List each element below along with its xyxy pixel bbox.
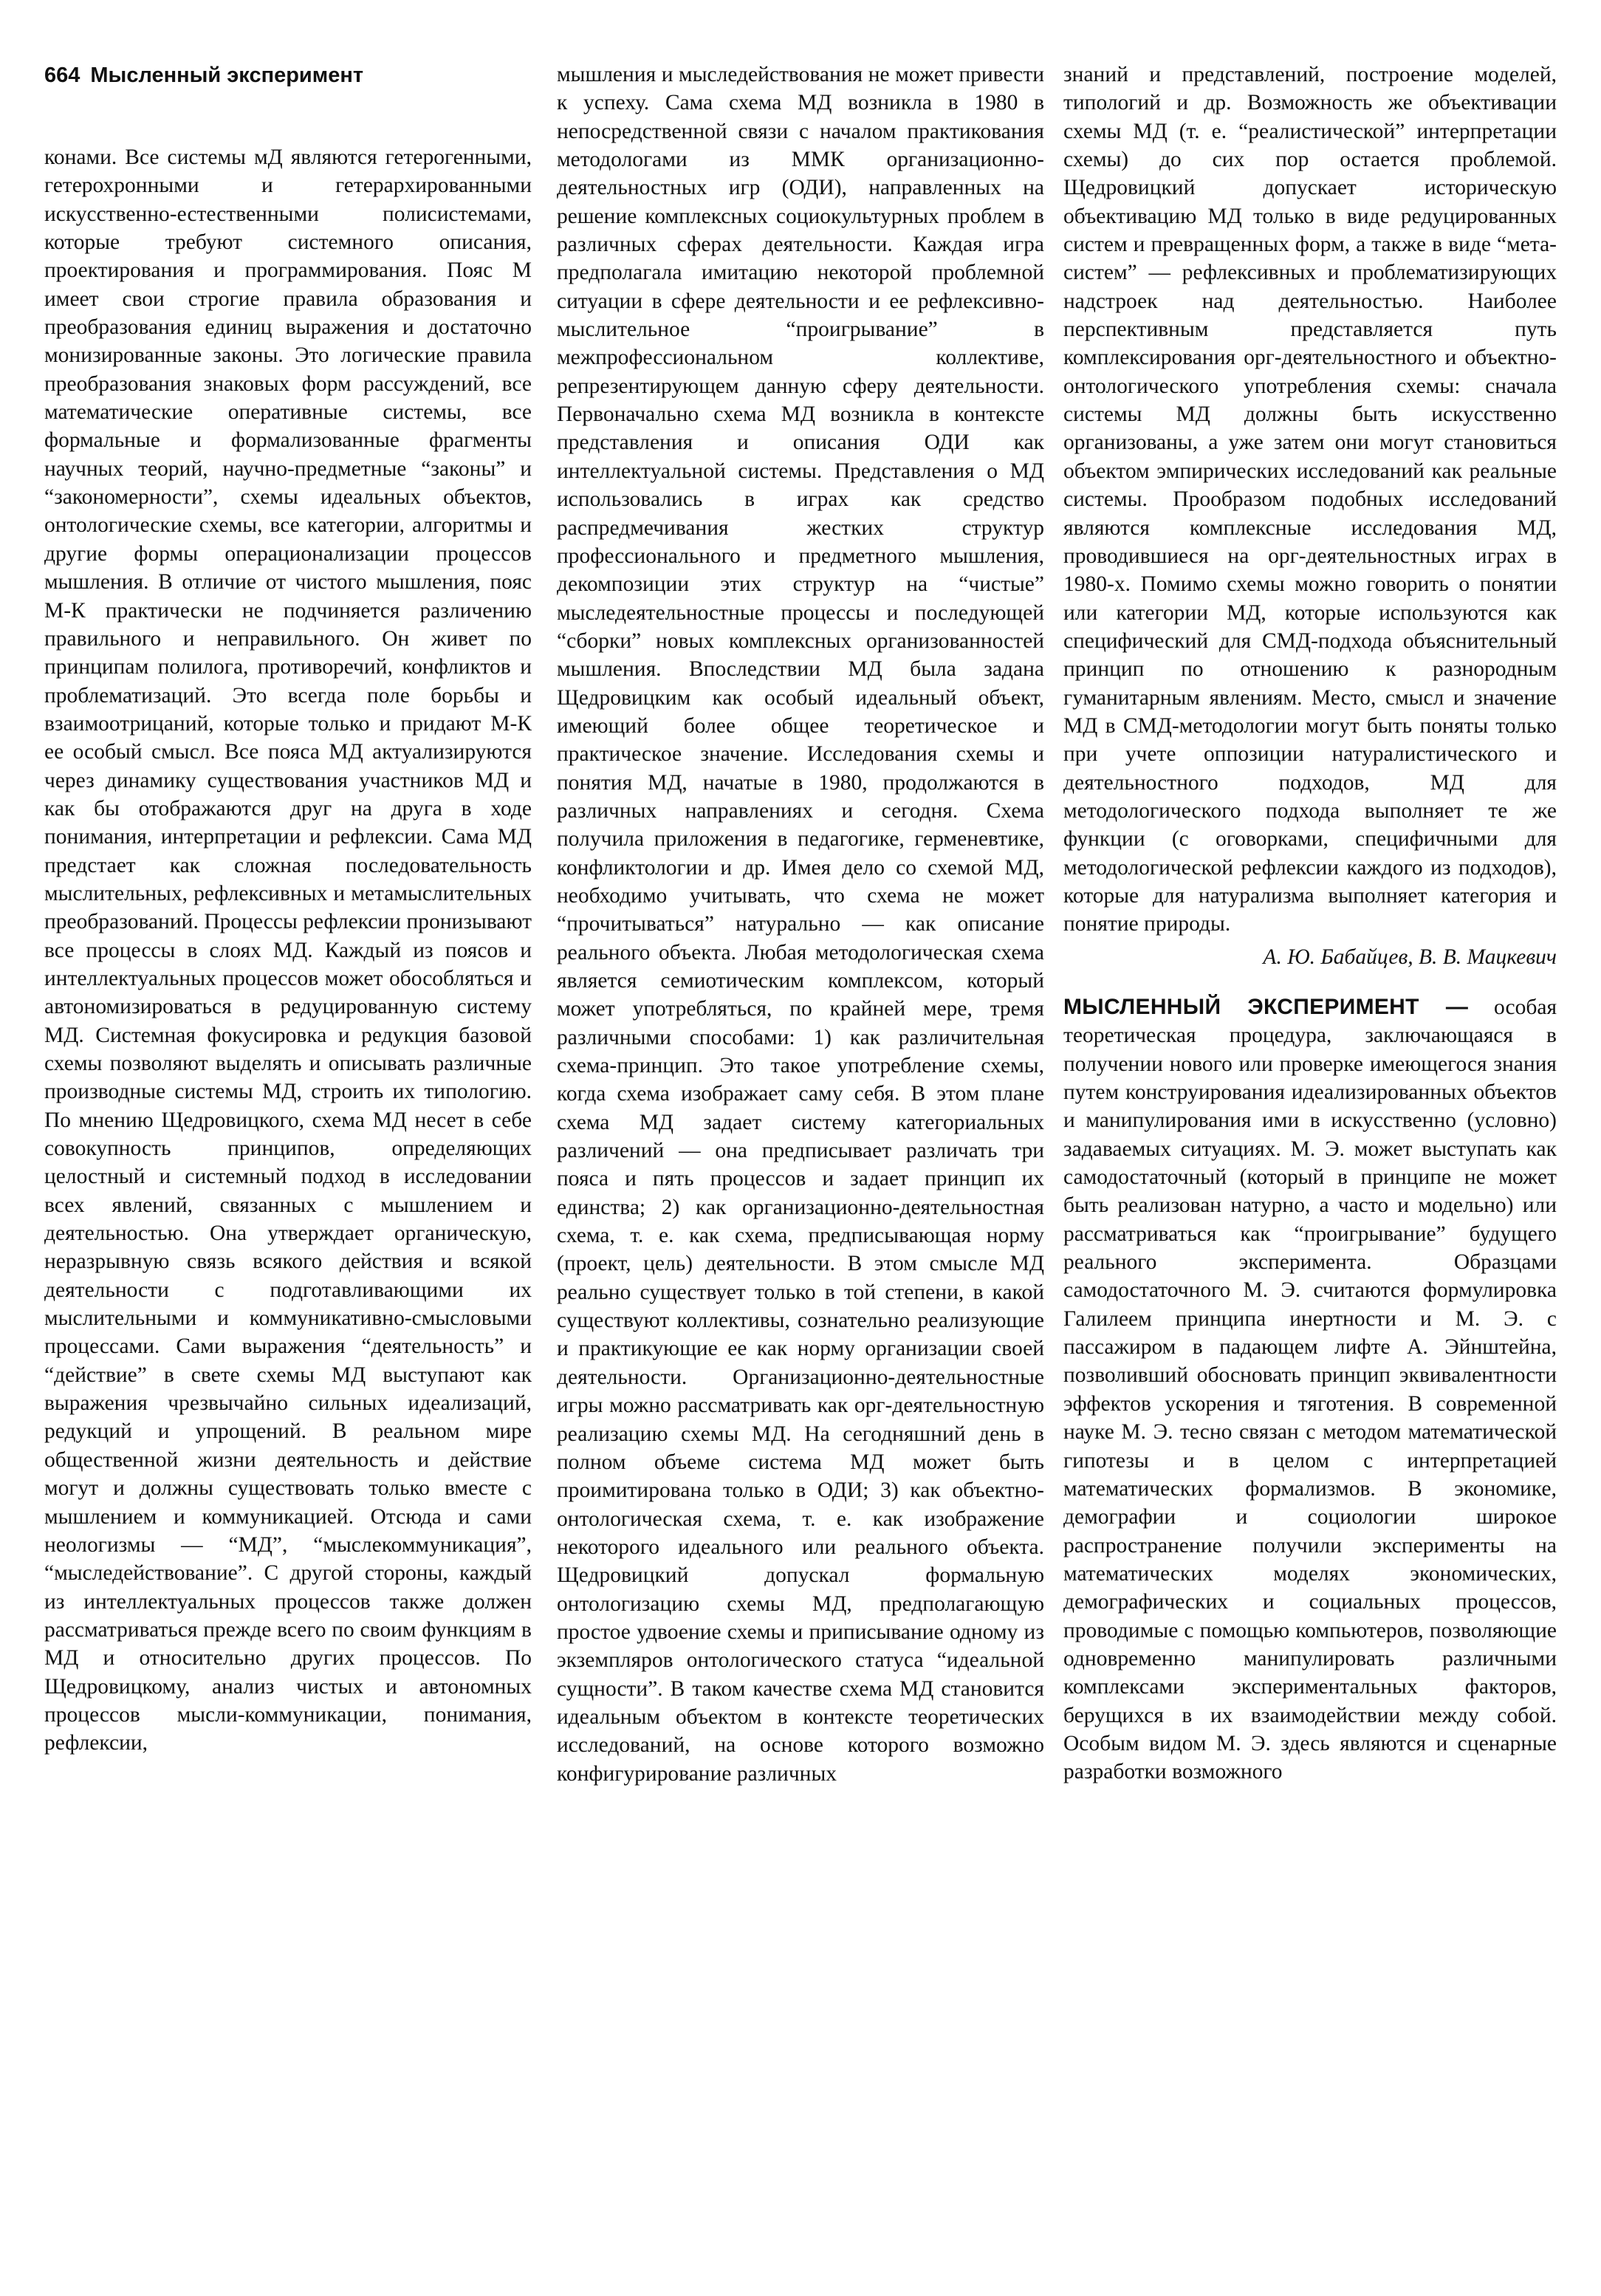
text-column-3: [1063, 61, 1557, 2272]
author-signature: А. Ю. Бабайцев, В. В. Мацкевич: [1263, 945, 1557, 969]
page-header: [44, 61, 517, 90]
entry-body: особая теоретическая процедура, заключающаяся в получении нового или проверке имеющегося знания путем конструирования идеализированных объектов и манипулирования ими в искусственно (условно) задаваемых ситуациях. М. Э. может выступать как самодостаточный (который в принципе не может быть реализован натурно, а часто и модельно) или рассматриваться как “проигрывание” будущего реального эксперимента. Образцами самодостаточного М. Э. считаются формулировка Галилеем принципа инертности и М. Э. с пассажиром в падающем лифте А. Эйнштейна, позволивший обосновать принцип эквивалентности эффектов ускорения и тяготения. В современной науке М. Э. тесно связан с методом математической гипотезы и в целом с интерпретацией математических формализмов. В экономике, демографии и социологии широкое распространение получили эксперименты на математических моделях экономических, демографических и социальных процессов, проводимые с помощью компьютеров, позволяющие одновременно манипулировать различными комплексами экспериментальных факторов, берущихся в их взаимодействии между собой. Особым видом М. Э. здесь являются и сценарные разработки возможного: [1063, 995, 1557, 1784]
paragraph: мышления и мыследействования не может привести к успеху. Сама схема МД возникла в 1980 в непосредственной связи с началом практикования методологами из ММК организационно-деятельностных игр (ОДИ), направленных на решение комплексных социокультурных проблем в различных сферах деятельности. Каждая игра предполагала имитацию некоторой проблемной ситуации в сфере деятельности и ее рефлексивно-мыслительное “проигрывание” в межпрофессиональном коллективе, репрезентирующем данную сферу деятельности. Первоначально схема МД возникла в контексте представления и описания ОДИ как интеллектуальной системы. Представления о МД использовались в играх как средство распредмечивания жестких структур профессионального и предметного мышления, декомпозиции этих структур на “чистые” мыследеятельностные процессы и последующей “сборки” новых комплексных организованностей мышления. Впоследствии МД была задана Щедровицким как особый идеальный объект, имеющий более общее теоретическое и практическое значение. Исследования схемы и понятия МД, начатые в 1980, продолжаются в различных направлениях и сегодня. Схема получила приложения в педагогике, герменевтике, конфликтологии и др. Имея дело со схемой МД, необходимо учитывать, что схема не может “прочитываться” натурально — как описание реального объекта. Любая методологическая схема является семиотическим комплексом, который может употребляться, по крайней мере, тремя различными способами: 1) как различительная схема-принцип. Это такое употребление схемы, когда схема изображает саму себя. В этом плане схема МД задает систему категориальных различений — она предписывает различать три пояса и пять процессов и задает принцип их единства; 2) как организационно-деятельностная схема, т. е. как схема, предписывающая норму (проект, цель) деятельности. В этом смысле МД реально существует только в той степени, в какой существуют коллективы, сознательно реализующие и практикующие ее как норму организации своей деятельности. Организационно-деятельностные игры можно рассматривать как орг-деятельностную реализацию схемы МД. На сегодняшний день в полном объеме система МД может быть проимитирована только в ОДИ; 3) как объектно-онтологическая схема, т. е. как изображение некоторого идеального или реального объекта. Щедровицкий допускал формальную онтологизацию схемы МД, предполагающую простое удвоение схемы и приписывание одному из экземпляров онтологического статуса “идеальной сущности”. В таком качестве схема МД становится идеальным объектом в контексте теоретических исследований, на основе которого возможно конфигурирование различных: [557, 63, 1044, 1786]
paragraph: знаний и представлений, построение моделей, типологий и др. Возможность же объективации схемы МД (т. е. “реалистической” интерпретации схемы) до сих пор остается проблемой. Щедровицкий допускает историческую объективацию МД только в виде редуцированных систем и превращенных форм, а также в виде “мета-систем” — рефлексивных и проблематизирующих надстроек над деятельностью. Наиболее перспективным представляется путь комплексирования орг-деятельностного и объектно-онтологического употребления схемы: сначала системы МД должны быть искусственно организованы, а уже затем они могут становиться объектом эмпирических исследований как реальные системы. Прообразом подобных исследований являются комплексные исследования МД, проводившиеся на орг-деятельностных играх в 1980-х. Помимо схемы можно говорить о понятии или категории МД, которые используются как специфический для СМД-подхода объяснительный принцип по отношению к разнородным гуманитарным явлениям. Место, смысл и значение МД в СМД-методологии могут быть поняты только при учете оппозиции натуралистического и деятельностного подходов, МД для методологического подхода выполняет те же функции (с оговорками, специфичными для методологической рефлексии каждого из подходов), которые для натурализма выполняет категория и понятие природы.: [1063, 63, 1557, 936]
paragraph: конами. Все системы мД являются гетерогенными, гетерохронными и гетерархированными искусственно-естественными полисистемами, которые требуют системного описания, проектирования и программирования. Пояс М имеет свои строгие правила образования и преобразования единиц выражения и достаточно монизированные законы. Это логические правила преобразования знаковых форм рассуждений, все математические оперативные системы, все формальные и формализованные фрагменты научных теорий, научно-предметные “законы” и “закономерности”, схемы идеальных объектов, онтологические схемы, все категории, алгоритмы и другие формы операционализации процессов мышления. В отличие от чистого мышления, пояс М-К практически не подчиняется различению правильного и неправильного. Он живет по принципам полилога, противоречий, конфликтов и проблематизаций. Это всегда поле борьбы и взаимоотрицаний, которые только и придают М-К ее особый смысл. Все пояса МД актуализируются через динамику существования участников МД и как бы отображаются друг на друга в ходе понимания, интерпретации и рефлексии. Сама МД предстает как сложная последовательность мыслительных, рефлексивных и метамыслительных преобразований. Процессы рефлексии пронизывают все процессы в слоях МД. Каждый из поясов и интеллектуальных процессов может обособляться и автономизироваться в редуцированную систему МД. Системная фокусировка и редукция базовой схемы позволяют выделять и описывать различные производные системы МД, строить их типологию. По мнению Щедровицкого, схема МД несет в себе совокупность принципов, определяющих целостный и системный подход в исследовании всех явлений, связанных с мышлением и деятельностью. Она утверждает органическую, неразрывную связь всякого действия и всякой деятельности с подготавливающими их мыслительными и коммуникативно-смысловыми процессами. Сами выражения “деятельность” и “действие” в свете схемы МД выступают как выражения чрезвычайно сильных идеализаций, редукций и упрощений. В реальном мире общественной жизни деятельность и действие могут и должны существовать только вместе с мышлением и коммуникацией. Отсюда и сами неологизмы — “МД”, “мыслекоммуникация”, “мыследействование”. С другой стороны, каждый из интеллектуальных процессов также должен рассматриваться прежде всего по своим функциям в МД и относительно других процессов. По Щедровицкому, анализ чистых и автономных процессов мысли-коммуникации, понимания, рефлексии,: [44, 145, 532, 1755]
encyclopedia-entry: [1063, 993, 1557, 1786]
entry-headword: МЫСЛЕННЫЙ ЭКСПЕРИМЕНТ: [1063, 995, 1419, 1019]
text-column-2: [557, 61, 1044, 2272]
page-number: 664: [44, 64, 80, 87]
entry-dash: —: [1419, 995, 1469, 1019]
running-title: Мысленный эксперимент: [90, 64, 364, 87]
text-column-1: [44, 143, 532, 2272]
